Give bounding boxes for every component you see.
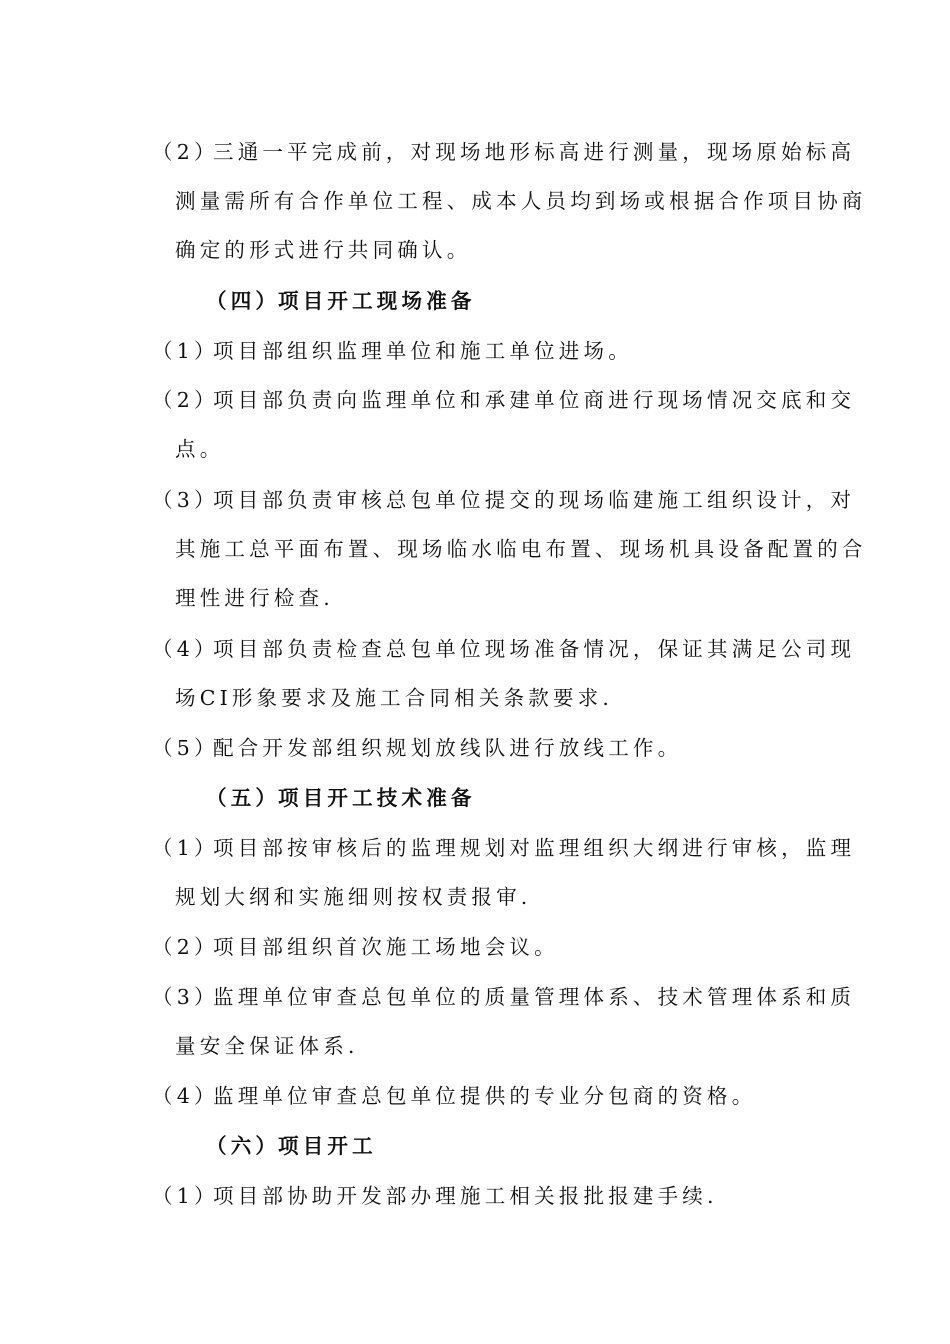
item-text: 点。 — [175, 437, 225, 461]
item-text: 量安全保证体系. — [175, 1034, 359, 1058]
item-text: 项目部负责审核总包单位提交的现场临建施工组织设计，对 — [213, 488, 856, 512]
item-text: 测量需所有合作单位工程、成本人员均到场或根据合作项目协商 — [175, 189, 867, 213]
heading-text: 项目开工现场准备 — [278, 289, 476, 313]
item-number: （4） — [152, 1084, 219, 1108]
item-number: （2） — [152, 935, 219, 959]
heading-text: 项目开工 — [278, 1134, 377, 1158]
item-text: 监理单位审查总包单位的质量管理体系、技术管理体系和质 — [213, 985, 856, 1009]
heading-number: （六） — [206, 1134, 281, 1158]
item-text: 理性进行检查. — [175, 586, 334, 610]
item-number: （2） — [152, 140, 219, 164]
item-text: 项目部按审核后的监理规划对监理组织大纲进行审核，监理 — [213, 836, 856, 860]
item-text: 其施工总平面布置、现场临水临电布置、现场机具设备配置的合 — [175, 537, 867, 561]
item-text: 项目部协助开发部办理施工相关报批报建手续. — [213, 1184, 718, 1208]
item-text: 项目部负责向监理单位和承建单位商进行现场情况交底和交 — [213, 388, 856, 412]
item-number: （1） — [152, 339, 219, 363]
item-text: 监理单位审查总包单位提供的专业分包商的资格。 — [213, 1084, 757, 1108]
item-text: 配合开发部组织规划放线队进行放线工作。 — [213, 736, 683, 760]
item-number: （5） — [152, 736, 219, 760]
item-text: 项目部组织首次施工场地会议。 — [213, 935, 559, 959]
item-number: （3） — [152, 985, 219, 1009]
item-text: 确定的形式进行共同确认。 — [175, 238, 472, 262]
heading-number: （五） — [206, 786, 281, 810]
item-text: 项目部负责检查总包单位现场准备情况，保证其满足公司现 — [213, 637, 856, 661]
item-number: （1） — [152, 1184, 219, 1208]
item-text: 项目部组织监理单位和施工单位进场。 — [213, 339, 633, 363]
item-number: （2） — [152, 388, 219, 412]
item-number: （3） — [152, 488, 219, 512]
item-number: （1） — [152, 836, 219, 860]
heading-text: 项目开工技术准备 — [278, 786, 476, 810]
item-text: 三通一平完成前，对现场地形标高进行测量，现场原始标高 — [213, 140, 856, 164]
item-text: 规划大纲和实施细则按权责报审. — [175, 885, 532, 909]
item-text: 场CI形象要求及施工合同相关条款要求. — [175, 686, 614, 710]
heading-number: （四） — [206, 289, 281, 313]
item-number: （4） — [152, 637, 219, 661]
